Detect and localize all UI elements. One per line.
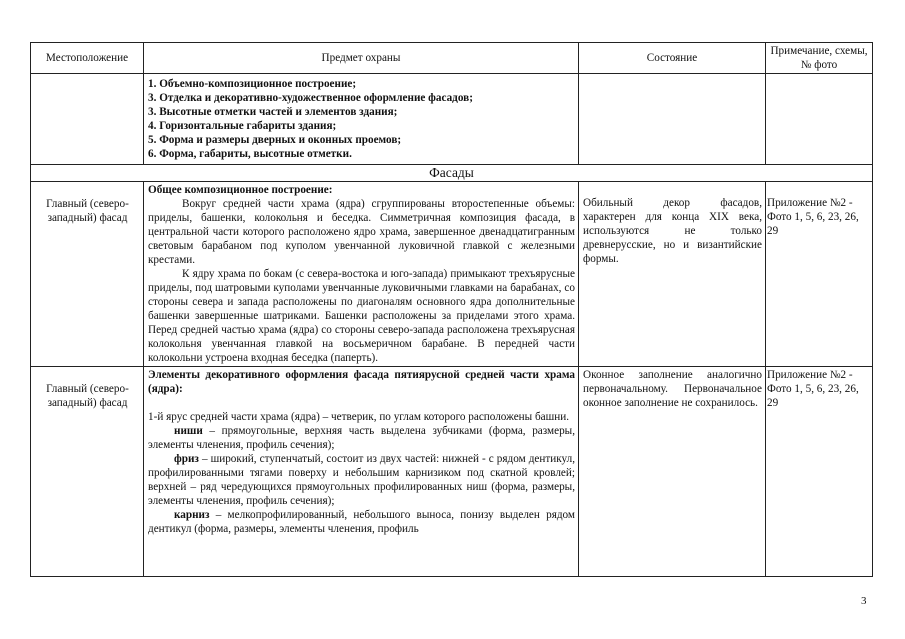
row2-heading: Элементы декоративного оформления фасада пятиярусной средней части храма (ядра): bbox=[148, 369, 575, 395]
page-number: 3 bbox=[861, 595, 867, 607]
list-row bbox=[31, 74, 873, 165]
list-location-cell bbox=[31, 74, 144, 165]
row2-tier: 1-й ярус средней части храма (ядра) – четверик, по углам которого расположены башни. bbox=[148, 411, 570, 423]
list-item: 6. Форма, габариты, высотные отметки. bbox=[148, 148, 352, 160]
frieze-term: фриз bbox=[174, 453, 199, 465]
list-note-cell bbox=[766, 74, 873, 165]
header-state: Состояние bbox=[579, 43, 766, 74]
list-item: 3. Отделка и декоративно-художественное оформление фасадов; bbox=[148, 92, 473, 104]
row2-cornice bbox=[148, 508, 575, 536]
table-row bbox=[31, 182, 873, 367]
row2-frieze bbox=[148, 452, 575, 508]
header-subject: Предмет охраны bbox=[144, 43, 579, 74]
header-location: Местоположение bbox=[31, 43, 144, 74]
cornice-term: карниз bbox=[174, 509, 210, 521]
header-note: Примечание, схемы, № фото bbox=[766, 43, 873, 74]
list-item: 5. Форма и размеры дверных и оконных проемов; bbox=[148, 134, 402, 146]
heritage-table bbox=[30, 42, 873, 577]
table-row bbox=[31, 367, 873, 577]
row1-location: Главный (северо-западный) фасад bbox=[31, 182, 144, 367]
row1-subject bbox=[144, 182, 579, 367]
niches-term: ниши bbox=[174, 425, 203, 437]
row1-para1: Вокруг средней части храма (ядра) сгруппированы второстепенные объемы: приделы, башенки, колокольня и беседка. Симметричная композиция фасада, в центральной части которого расположено ядро храма, завершенное двенадцатигранным световым барабаном под куполом увенчанной луковичной главкой с железными крестами. bbox=[148, 198, 575, 266]
section-row bbox=[31, 165, 873, 182]
niches-text: – прямоугольные, верхняя часть выделена зубчиками (форма, размеры, элементы членения, профиль сечения); bbox=[148, 425, 575, 451]
cornice-text: – мелкопрофилированный, небольшого выноса, понизу выделен рядом дентикул (форма, размеры, элементы членения, профиль bbox=[148, 509, 575, 535]
row1-state: Обильный декор фасадов, характерен для конца XIX века, используются не только древнерусские, но и византийские формы. bbox=[579, 182, 766, 367]
row2-location: Главный (северо-западный) фасад bbox=[31, 367, 144, 577]
row2-subject bbox=[144, 367, 579, 577]
row2-note: Приложение №2 - Фото 1, 5, 6, 23, 26, 29 bbox=[766, 367, 873, 577]
header-row bbox=[31, 43, 873, 74]
list-subject-cell bbox=[144, 74, 579, 165]
list-item: 3. Высотные отметки частей и элементов здания; bbox=[148, 106, 398, 118]
list-state-cell bbox=[579, 74, 766, 165]
list-item: 1. Объемно-композиционное построение; bbox=[148, 78, 357, 90]
list-item: 4. Горизонтальные габариты здания; bbox=[148, 120, 337, 132]
row1-heading: Общее композиционное построение: bbox=[148, 184, 333, 196]
row1-para2: К ядру храма по бокам (с севера-востока и юго-запада) примыкают трехъярусные приделы, под шатровыми куполами увенчанные луковичными главками на барабанах, со стороны севера и запада расположены по диагоналям основного ядра дополнительные башенки завершенные шатриками. Башенки расположены за приделами этого храма. Перед средней частью храма (ядра) со стороны северо-запада расположена трехъярусная колокольня увенчанная главкой на восьмеричном барабане. В передней части колокольни устроена входная беседка (паперть). bbox=[148, 268, 575, 364]
section-title: Фасады bbox=[31, 165, 873, 182]
frieze-text: – широкий, ступенчатый, состоит из двух частей: нижней - с рядом дентикул, профилированными тягами поверху и небольшим карнизиком под скатной кровлей; верхней – ряд чередующихся прямоугольных профилированных ниш (форма, размеры, элементы членения, профиль сечения); bbox=[148, 453, 575, 507]
row2-niches bbox=[148, 424, 575, 452]
row2-state: Оконное заполнение аналогично первоначальному. Первоначальное оконное заполнение не сохранилось. bbox=[579, 367, 766, 577]
row1-note: Приложение №2 - Фото 1, 5, 6, 23, 26, 29 bbox=[766, 182, 873, 367]
